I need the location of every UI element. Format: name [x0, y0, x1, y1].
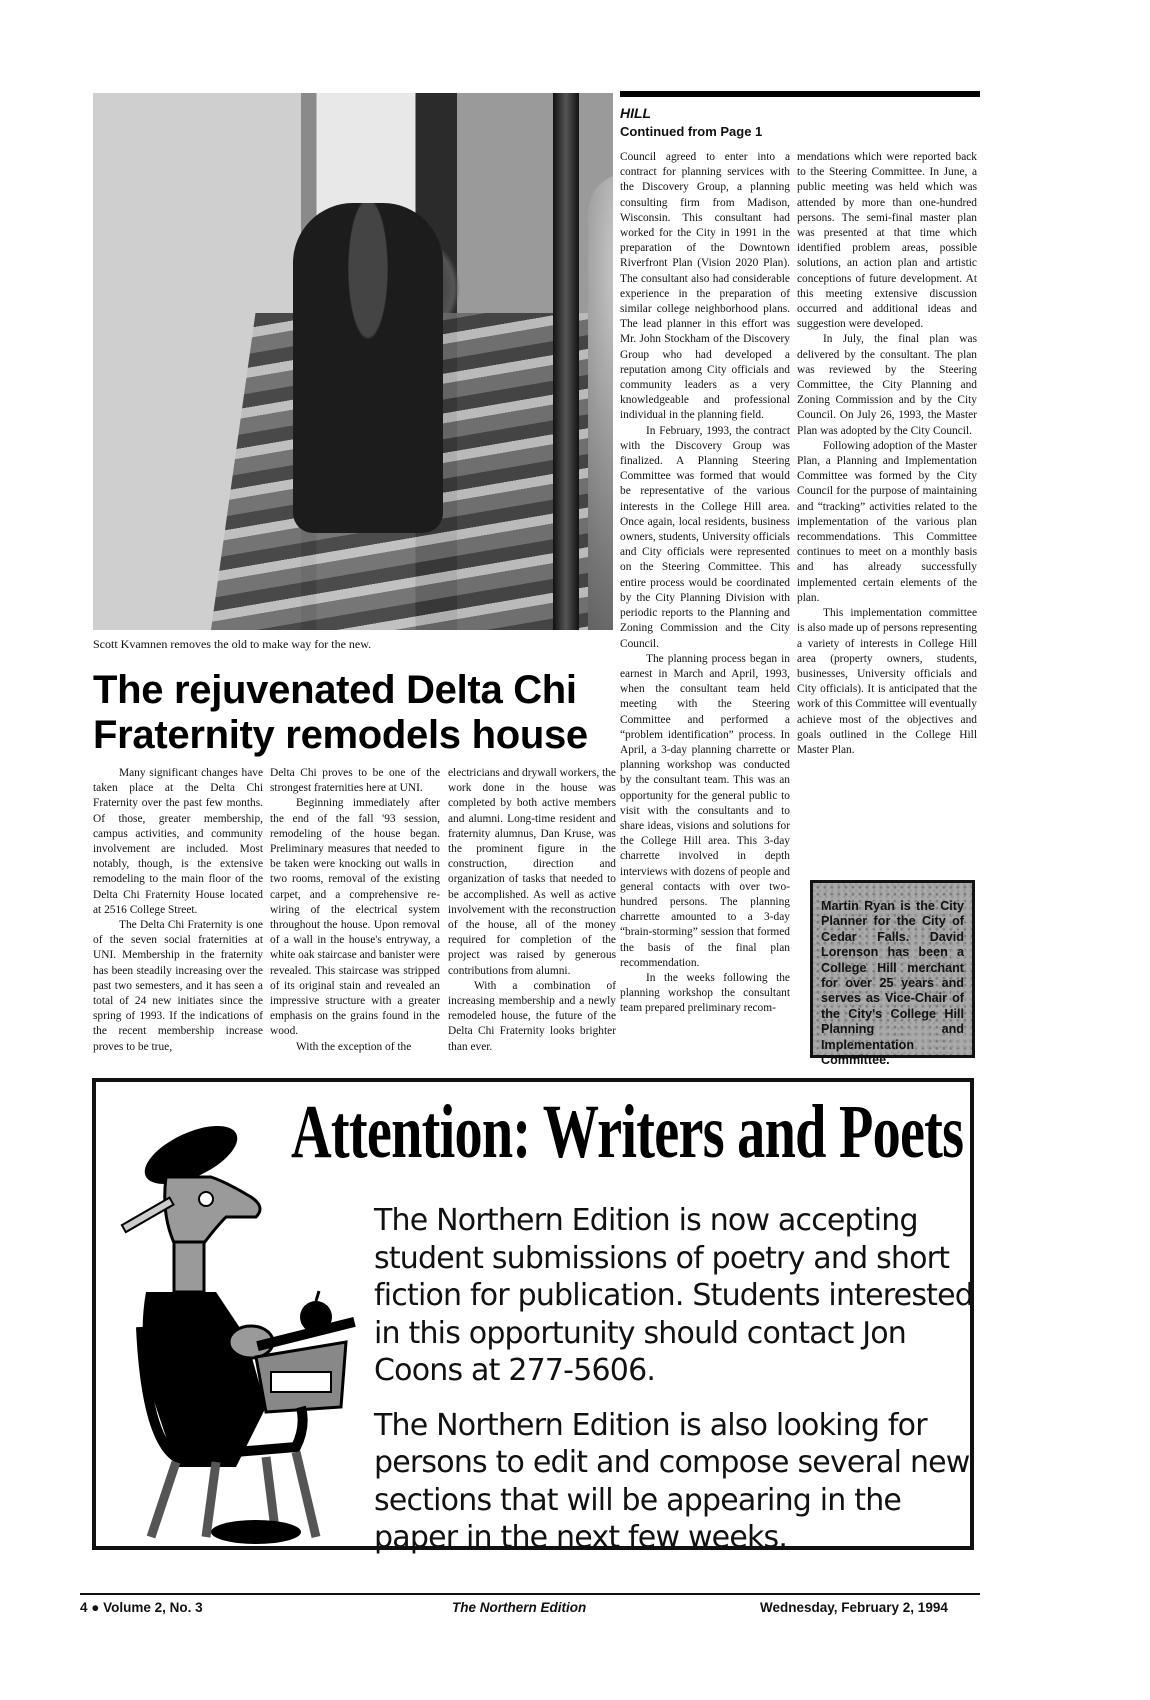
author-bio-text: Martin Ryan is the City Planner for the City of Cedar Falls. David Lorenson has been a College Hill merchant for over 25 years and serves as Vice-Chair of the City's College Hill Planning and Implementation Committee.	[821, 899, 964, 1068]
photo-caption: Scott Kvamnen removes the old to make way for the new.	[93, 637, 372, 651]
article-headline: The rejuvenated Delta Chi Fraternity remodels house	[93, 668, 588, 757]
banister-shape	[553, 93, 579, 630]
article-column-3	[448, 766, 616, 1055]
paragraph: mendations which were reported back to the Steering Committee. In June, a public meeting was held which was attended by more than one-hundred persons. The semi-final master plan was presented at that time which identified problem areas, possible solutions, an action plan and artistic conceptions of future development. At this meeting extensive discussion occurred and additional ideas and suggestion were developed.	[797, 151, 977, 331]
paragraph: Many significant changes have taken place at the Delta Chi Fraternity over the past few months. Of those, greater membership, campus activities, and community involvement are included. Most notably, though, is the extensive remodeling to the main floor of the Delta Chi Fraternity House located at 2516 College Street.	[93, 767, 263, 916]
article-column-2	[270, 766, 440, 1055]
paragraph: In the weeks following the planning workshop the consultant team prepared preliminary recom-	[620, 971, 790, 1015]
hill-column-1	[620, 150, 790, 1017]
ad-paragraph: The Northern Edition is also looking for persons to edit and compose several new sections that will be appearing in the paper in the next few weeks.	[374, 1407, 970, 1555]
author-bio-box	[810, 880, 975, 1068]
footer-rule	[80, 1593, 980, 1595]
issue-date: Wednesday, February 2, 1994	[760, 1600, 948, 1615]
paragraph: Council agreed to enter into a contract for planning services with the Discovery Group, a planning consulting firm from Madison, Wisconsin. This consultant had worked for the City in 1991 in the preparation of the Downtown Riverfront Plan (Vision 2020 Plan). The consultant also had considerable experience in the preparation of similar college neighborhood plans. The lead planner in this effort was Mr. John Stockham of the Discovery Group who had developed a reputation among City officials and community leaders as a very knowledgeable and professional individual in the planning field.	[620, 151, 790, 422]
paragraph: The planning process began in earnest in March and April, 1993, when the consultant team held meeting with the Steering Committee and performed a “problem identification” process. In April, a 3-day planning charrette or planning workshop was conducted by the consultant team. This was an opportunity for the general public to visit with the consultants and to share ideas, visions and solutions for the College Hill area. This 3-day charrette involved in depth interviews with dozens of people and general contacts with over two-hundred persons. The planning charrette amounted to a 3-day “brain-storming” session that formed the basis of the final plan recommendation.	[620, 652, 790, 969]
paragraph: With the exception of the	[296, 1040, 412, 1053]
article-column-1	[93, 766, 263, 1055]
continued-line: Continued from Page 1	[620, 124, 763, 139]
paragraph: This implementation committee is also made up of persons representing a variety of interests in College Hill area (property owners, students, businesses, University officials and City officials). It is anticipated that the work of this Committee will eventually achieve most of the objectives and goals outlined in the College Hill Master Plan.	[797, 607, 977, 756]
jump-label: HILL	[620, 105, 652, 121]
hill-column-2	[797, 150, 977, 758]
second-person-figure	[588, 173, 613, 630]
paragraph: Delta Chi proves to be one of the strongest fraternities here at UNI.	[270, 767, 440, 795]
paragraph: The Delta Chi Fraternity is one of the seven social fraternities at UNI. Membership in the fraternity has been steadily increasing over the past two semesters, and it has seen a total of 24 new initiates since the spring of 1993. If the indications of the recent membership increase proves to be true,	[93, 919, 263, 1053]
page-volume-info: 4 ● Volume 2, No. 3	[80, 1600, 203, 1615]
article-photo	[93, 93, 613, 630]
paragraph: With a combination of increasing membership and a newly remodeled house, the future of the Delta Chi Fraternity looks brighter than ever.	[448, 979, 616, 1053]
section-rule	[620, 91, 980, 97]
publication-name: The Northern Edition	[452, 1600, 587, 1615]
paragraph: Beginning immediately after the end of the fall '93 session, remodeling of the house began. Preliminary measures that needed to be taken were knocking out walls in two rooms, removal of the existing carpet, and a comprehensive re-wiring of the electrical system throughout the house. Upon removal of a wall in the house's entryway, a white oak staircase and banister were revealed. This staircase was stripped of its original stain and revealed an impressive structure with a greater emphasis on the grains found in the wood.	[270, 797, 440, 1038]
ad-headline: Attention: Writers and Poets	[291, 1090, 964, 1174]
person-figure	[293, 203, 443, 533]
paragraph: In July, the final plan was delivered by the consultant. The plan was reviewed by the Steering Committee, the City Planning and Zoning Commission and by the City Council. On July 26, 1993, the Master Plan was adopted by the City Council.	[797, 333, 977, 437]
writers-poets-ad	[92, 1078, 974, 1555]
paragraph: electricians and drywall workers, the work done in the house was completed by both active members and alumni. Long-time resident and fraternity alumnus, Dan Kruse, was the prominent figure in the construction, direction and organization of tasks that needed to be accomplished. As well as active involvement with the reconstruction of the house, all of the money required for completion of the project was raised by generous contributions from alumni.	[448, 767, 616, 977]
paragraph: Following adoption of the Master Plan, a Planning and Implementation Committee was formed by the City Council for the purpose of maintaining and “tracking” activities related to the implementation of the various plan recommendations. This Committee continues to meet on a monthly basis and has already successfully implemented certain elements of the plan.	[797, 439, 977, 604]
ad-paragraph: The Northern Edition is now accepting student submissions of poetry and short fiction for publication. Students interested in this opportunity should contact Jon Coons at 277-5606.	[374, 1203, 974, 1388]
paragraph: In February, 1993, the contract with the Discovery Group was finalized. A Planning Steering Committee was formed that would be representative of the various interests in the College Hill area. Once again, local residents, business owners, students, University officials and City officials were represented on the Steering Committee. This entire process would be coordinated by the City Planning Division with periodic reports to the Planning and Zoning Commission and the City Council.	[620, 424, 790, 650]
ad-body	[374, 1202, 974, 1574]
